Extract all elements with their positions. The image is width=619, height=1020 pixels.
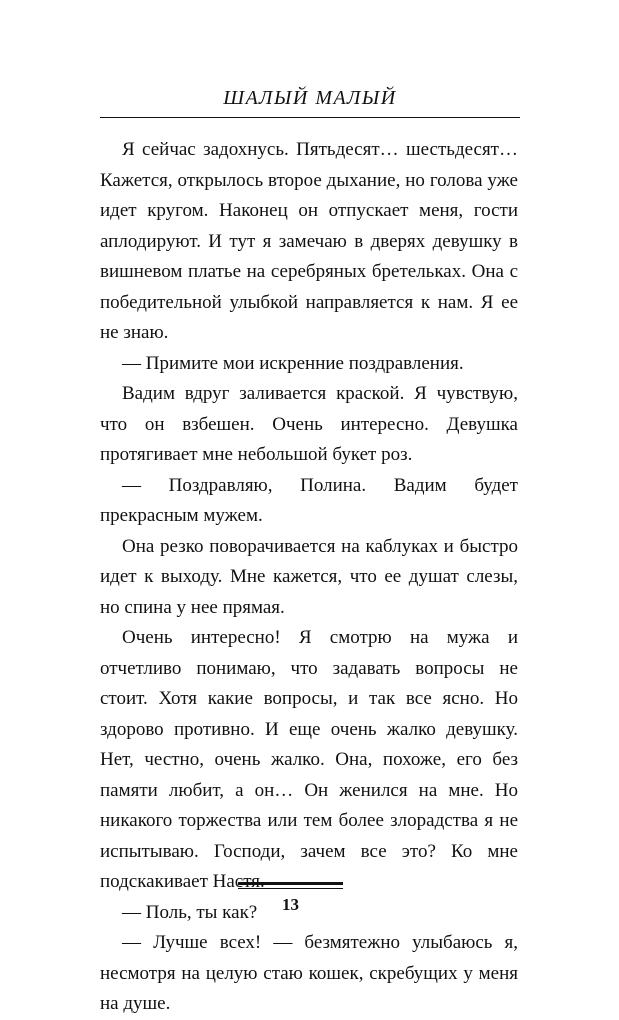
- paragraph: Она резко поворачивается на каблуках и быстро идет к выходу. Мне кажется, что ее душат слезы, но спина у нее прямая.: [100, 535, 518, 618]
- footer-rule-thick: [238, 882, 343, 885]
- paragraph: — Примите мои искренние поздравления.: [122, 352, 464, 374]
- page-number: 13: [282, 895, 299, 914]
- paragraph: — Поздравляю, Полина. Вадим будет прекрасным мужем.: [100, 474, 518, 526]
- paragraph: Я сейчас задохнусь. Пятьдесят… шестьдесят… Кажется, открылось второе дыхание, но голова уже идет кругом. Наконец он отпускает меня, гости аплодируют. И тут я замечаю в дверях девушку в вишневом платье на серебряных бретельках. Она с победительной улыбкой направляется к нам. Я ее не знаю.: [100, 139, 518, 343]
- paragraph: — Поль, ты как?: [122, 901, 258, 923]
- paragraph: Очень интересно! Я смотрю на мужа и отчетливо понимаю, что задавать вопросы не стоит. Хотя какие вопросы, и так все ясно. Но здорово противно. И еще очень жалко девушку. Нет, честно, очень жалко. Она, похоже, его без памяти любит, а он… Он женился на мне. Но никакого торжества или тем более злорадства я не испытываю. Господи, зачем все это? Ко мне подскакивает Настя.: [100, 627, 518, 892]
- body-text: [100, 135, 518, 1020]
- footer-rule-thin: [238, 888, 343, 889]
- header-rule: [100, 117, 520, 118]
- running-header: ШАЛЫЙ МАЛЫЙ: [223, 87, 397, 109]
- paragraph: — Лучше всех! — безмятежно улыбаюсь я, несмотря на целую стаю кошек, скребущих у меня на душе.: [100, 932, 518, 1014]
- paragraph: Вадим вдруг заливается краской. Я чувствую, что он взбешен. Очень интересно. Девушка протягивает мне небольшой букет роз.: [100, 383, 518, 465]
